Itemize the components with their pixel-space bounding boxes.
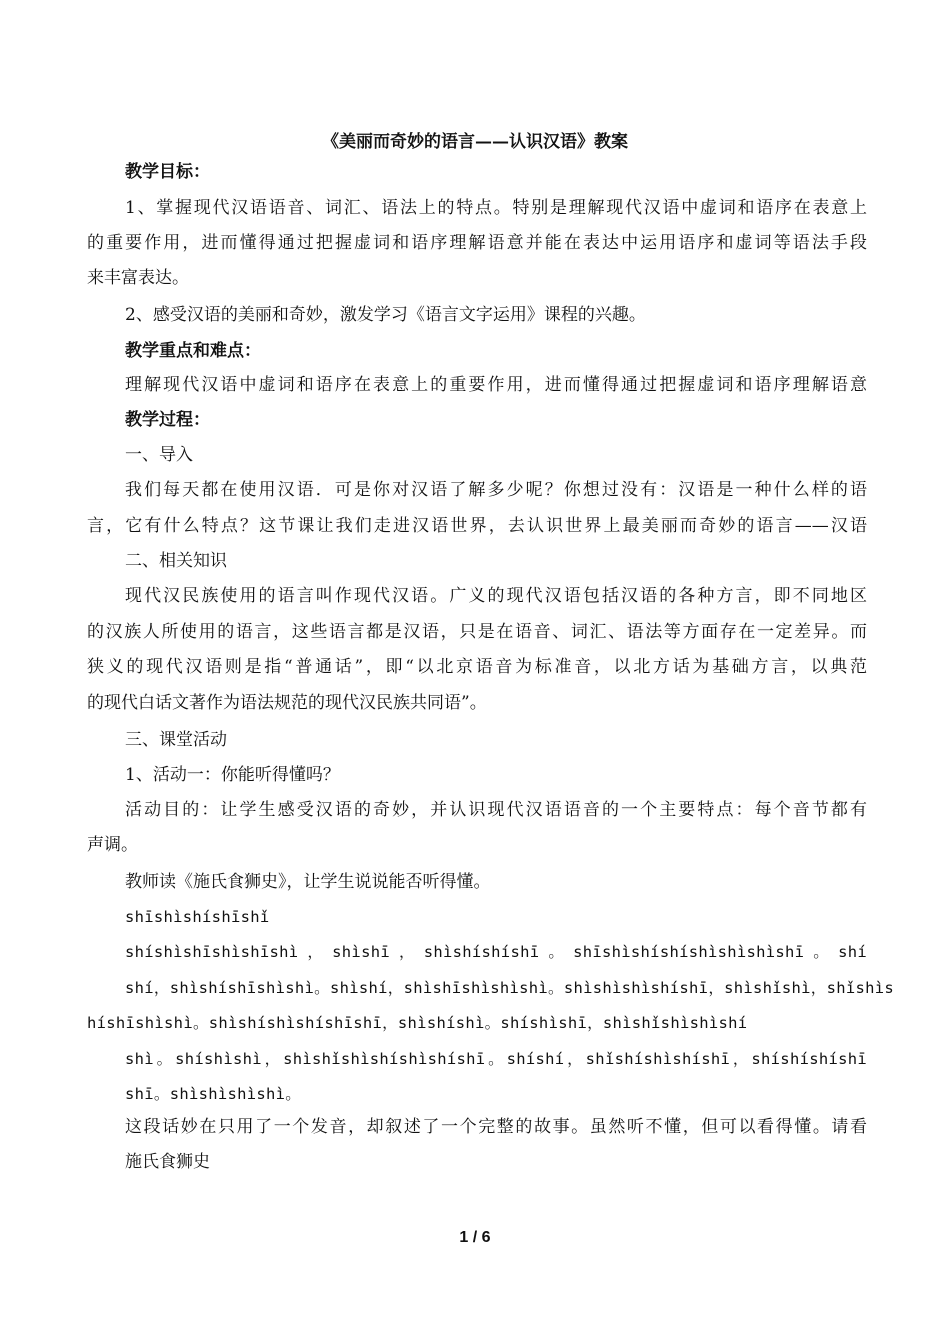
activity-purpose-line-2: 声调。	[87, 835, 138, 855]
intro-line-2: 言，它有什么特点？这节课让我们走进汉语世界，去认识世界上最美丽而奇妙的语言——汉语	[87, 516, 867, 536]
pinyin-line-2: shí，shìshíshīshìshì。shìshí，shìshīshìshìshì。shìshìshìshíshī，shìshǐshì，shǐshìs	[125, 979, 895, 997]
objective-1-line-2: 的重要作用，进而懂得通过把握虚词和语序理解语意并能在表达中运用语序和虚词等语法手段	[87, 233, 867, 253]
pinyin-line-1: shíshìshīshìshīshì，shìshī，shìshíshíshī。shīshìshíshíshìshìshìshī。shí	[125, 943, 867, 961]
document-title: 《美丽而奇妙的语言——认识汉语》教案	[322, 132, 628, 152]
section-intro-heading: 一、导入	[125, 445, 193, 465]
objective-1-line-1: 1、掌握现代汉语语音、词汇、语法上的特点。特别是理解现代汉语中虚词和语序在表意上	[125, 198, 867, 218]
section-activity-heading: 三、课堂活动	[125, 730, 227, 750]
objectives-heading: 教学目标：	[125, 162, 210, 182]
activity-purpose-line-1: 活动目的：让学生感受汉语的奇妙，并认识现代汉语语音的一个主要特点：每个音节都有	[125, 800, 867, 820]
closing-line-2: 施氏食狮史	[125, 1152, 210, 1172]
pinyin-title: shīshìshíshīshǐ	[125, 908, 270, 926]
intro-line-1: 我们每天都在使用汉语．可是你对汉语了解多少呢？你想过没有：汉语是一种什么样的语	[125, 480, 867, 500]
teacher-instruction: 教师读《施氏食狮史》，让学生说说能否听得懂。	[125, 872, 491, 892]
key-points-text: 理解现代汉语中虚词和语序在表意上的重要作用，进而懂得通过把握虚词和语序理解语意	[125, 375, 867, 395]
pinyin-line-4: shì。shíshìshì，shìshǐshìshíshìshíshī。shíshí，shǐshíshìshíshī，shíshíshíshī	[125, 1050, 867, 1068]
objective-1-line-3: 来丰富表达。	[87, 268, 189, 288]
process-heading: 教学过程：	[125, 410, 210, 430]
knowledge-line-4: 的现代白话文著作为语法规范的现代汉民族共同语”。	[87, 693, 487, 713]
closing-line-1: 这段话妙在只用了一个发音，却叙述了一个完整的故事。虽然听不懂，但可以看得懂。请看	[125, 1117, 867, 1137]
activity-1-title: 1、活动一：你能听得懂吗？	[125, 765, 340, 785]
section-knowledge-heading: 二、相关知识	[125, 551, 227, 571]
key-points-heading: 教学重点和难点：	[125, 341, 261, 361]
pinyin-line-5: shī。shìshìshìshì。	[125, 1085, 302, 1103]
page-number: 1 / 6	[459, 1229, 491, 1246]
pinyin-line-3: híshīshìshì。shìshíshìshíshīshī，shìshíshì。shíshìshī，shìshǐshìshìshí	[87, 1014, 748, 1032]
knowledge-line-3: 狭义的现代汉语则是指“普通话”，即“以北京语音为标准音，以北方话为基础方言，以典范	[87, 657, 867, 677]
knowledge-line-2: 的汉族人所使用的语言，这些语言都是汉语，只是在语音、词汇、语法等方面存在一定差异。而	[87, 622, 867, 642]
knowledge-line-1: 现代汉民族使用的语言叫作现代汉语。广义的现代汉语包括汉语的各种方言，即不同地区	[125, 586, 867, 606]
objective-2: 2、感受汉语的美丽和奇妙，激发学习《语言文字运用》课程的兴趣。	[125, 305, 646, 325]
